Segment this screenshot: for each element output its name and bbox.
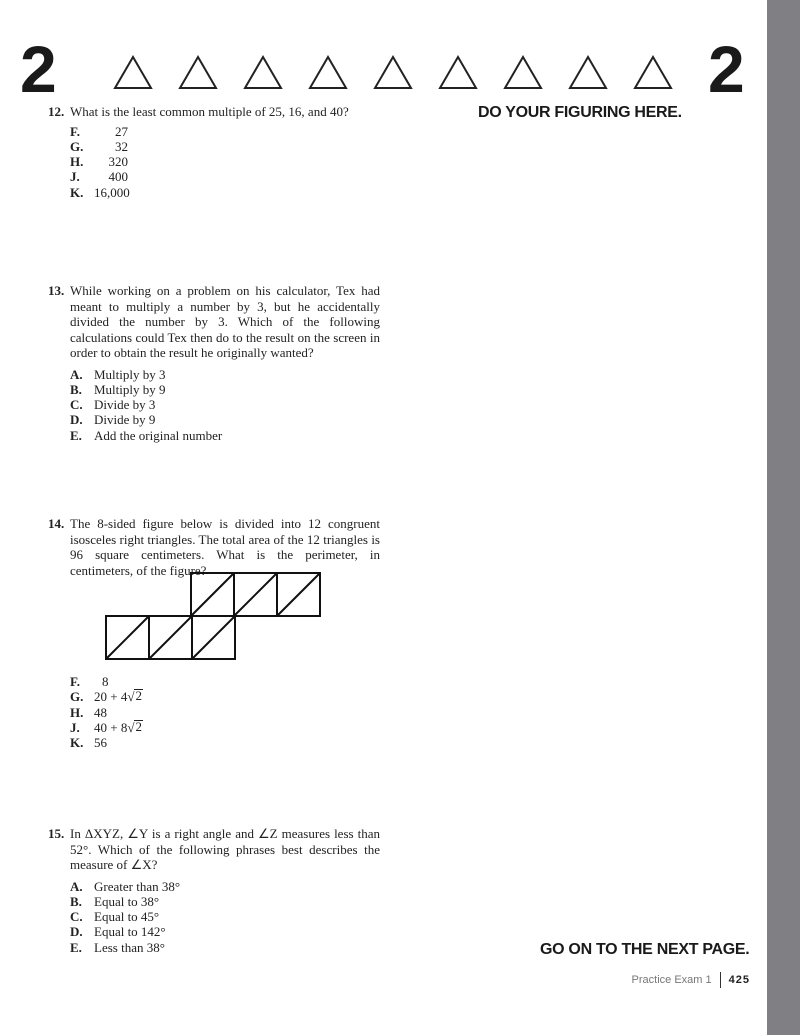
- triangle-icon: [633, 54, 673, 95]
- question-number: 13.: [48, 283, 65, 298]
- question-text: The 8-sided figure below is divided into 12 congruent isosceles right triangles. The total area of the 12 triangles is 96 square centimeters. What is the perimeter, in centimeters, of the figure?: [70, 516, 380, 578]
- question-text: While working on a problem on his calculator, Tex had meant to multiply a number by 3, but he accidentally divided the number by 3. Which of the following calculations could Tex then do to the result on the screen in order to obtain the result he originally wanted?: [70, 283, 380, 360]
- answer-option: B. Multiply by 9: [70, 381, 166, 397]
- question-13: [48, 283, 380, 443]
- page-edge-tab: [767, 0, 800, 1035]
- question-14-options: [48, 674, 380, 750]
- answer-option: H. 320: [70, 154, 128, 170]
- answer-option: H. 48: [70, 704, 107, 720]
- question-15: [48, 826, 380, 955]
- answer-option: F. 8: [70, 674, 109, 689]
- triangle-icon: [113, 54, 153, 95]
- answer-option: B. Equal to 38°: [70, 893, 160, 909]
- octagon-figure: [100, 568, 330, 666]
- question-text: In ΔXYZ, ∠Y is a right angle and ∠Z measures less than 52°. Which of the following phrases best describes the measure of ∠X?: [70, 826, 380, 872]
- triangle-icon: [178, 54, 218, 95]
- next-page-label: GO ON TO THE NEXT PAGE.: [540, 941, 750, 958]
- answer-option: E. Add the original number: [70, 427, 223, 443]
- answer-option: K. 16,000: [70, 184, 130, 200]
- answer-option: K. 56: [70, 735, 107, 751]
- answer-option: F. 27: [70, 123, 128, 139]
- triangle-icon: [503, 54, 543, 95]
- section-number-right: 2: [708, 32, 745, 106]
- question-12: [48, 104, 380, 200]
- footer-title: Practice Exam 1: [631, 973, 712, 986]
- triangle-icon: [568, 54, 608, 95]
- triangle-icon: [243, 54, 283, 95]
- answer-option: A. Multiply by 3: [70, 366, 166, 382]
- page-footer: [600, 972, 750, 988]
- triangle-icon: [373, 54, 413, 95]
- section-number-left: 2: [20, 32, 57, 106]
- answer-option: G. 20 + 4 √ 2: [70, 688, 142, 705]
- answer-option: A. Greater than 38°: [70, 878, 181, 894]
- answer-option: E. Less than 38°: [70, 939, 165, 955]
- question-number: 15.: [48, 826, 65, 841]
- question-number: 14.: [48, 516, 65, 531]
- answer-option: J. 400: [70, 169, 128, 185]
- answer-option: C. Equal to 45°: [70, 909, 160, 925]
- triangle-icon: [308, 54, 348, 95]
- triangle-icon: [438, 54, 478, 95]
- answer-option: D. Equal to 142°: [70, 924, 166, 940]
- answer-option: J. 40 + 8 √ 2: [70, 718, 142, 735]
- footer-divider: [720, 972, 721, 988]
- figuring-label: DO YOUR FIGURING HERE.: [478, 104, 682, 121]
- question-number: 12.: [48, 104, 65, 119]
- answer-option: C. Divide by 3: [70, 397, 156, 413]
- page-number: 425: [728, 973, 750, 986]
- question-text: What is the least common multiple of 25, 16, and 40?: [70, 104, 349, 119]
- answer-option: D. Divide by 9: [70, 412, 156, 428]
- answer-option: G. 32: [70, 138, 128, 154]
